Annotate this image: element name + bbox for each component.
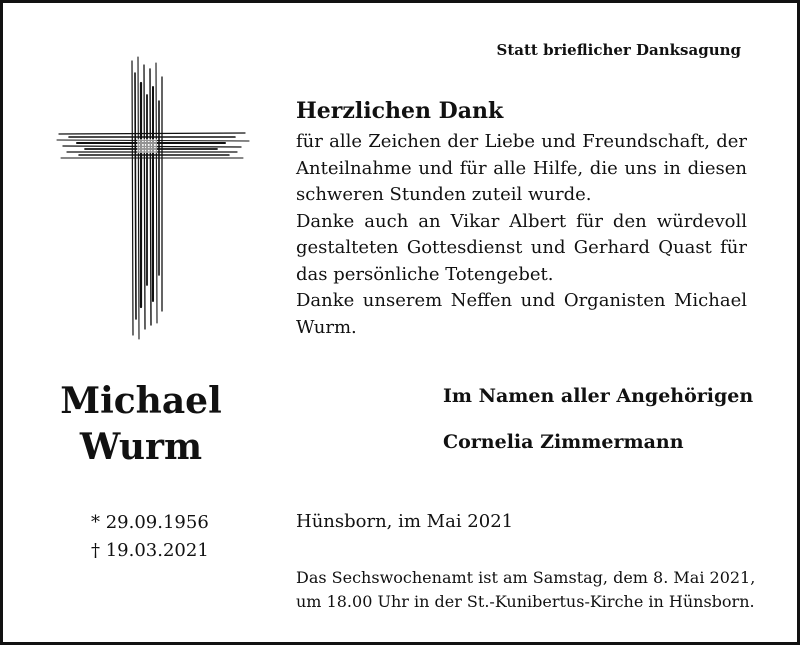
signature-relatives: Im Namen aller Angehörigen <box>443 385 754 407</box>
service-note-line-2: um 18.00 Uhr in der St.-Kunibertus-Kirche in Hünsborn. <box>296 592 755 611</box>
header-note: Statt brieflicher Danksagung <box>496 41 741 59</box>
thanks-block <box>296 97 747 341</box>
thanks-paragraph-2: Danke auch an Vikar Albert für den würdevoll gestalteten Gottesdienst und Gerhard Quast für das persönliche Totengebet. <box>296 210 747 285</box>
service-note-line-1: Das Sechswochenamt ist am Samstag, dem 8. Mai 2021, <box>296 568 756 587</box>
service-note <box>296 566 756 614</box>
place-date: Hünsborn, im Mai 2021 <box>296 511 514 532</box>
deceased-first-name: Michael <box>60 380 222 422</box>
birth-date: * 29.09.1956 <box>91 512 209 533</box>
thanks-paragraph-1: für alle Zeichen der Liebe und Freundschaft, der Anteilnahme und für alle Hilfe, die uns in diesen schweren Stunden zuteil wurde. <box>296 131 747 205</box>
thanks-heading: Herzlichen Dank <box>296 98 504 124</box>
deceased-name <box>41 378 241 470</box>
deceased-last-name: Wurm <box>79 426 203 468</box>
death-date: † 19.03.2021 <box>91 540 209 561</box>
signature-name: Cornelia Zimmermann <box>443 431 684 453</box>
thanks-paragraph-3: Danke unserem Neffen und Organisten Michael Wurm. <box>296 290 747 338</box>
sketched-cross-icon <box>53 53 253 343</box>
life-dates <box>91 509 209 565</box>
